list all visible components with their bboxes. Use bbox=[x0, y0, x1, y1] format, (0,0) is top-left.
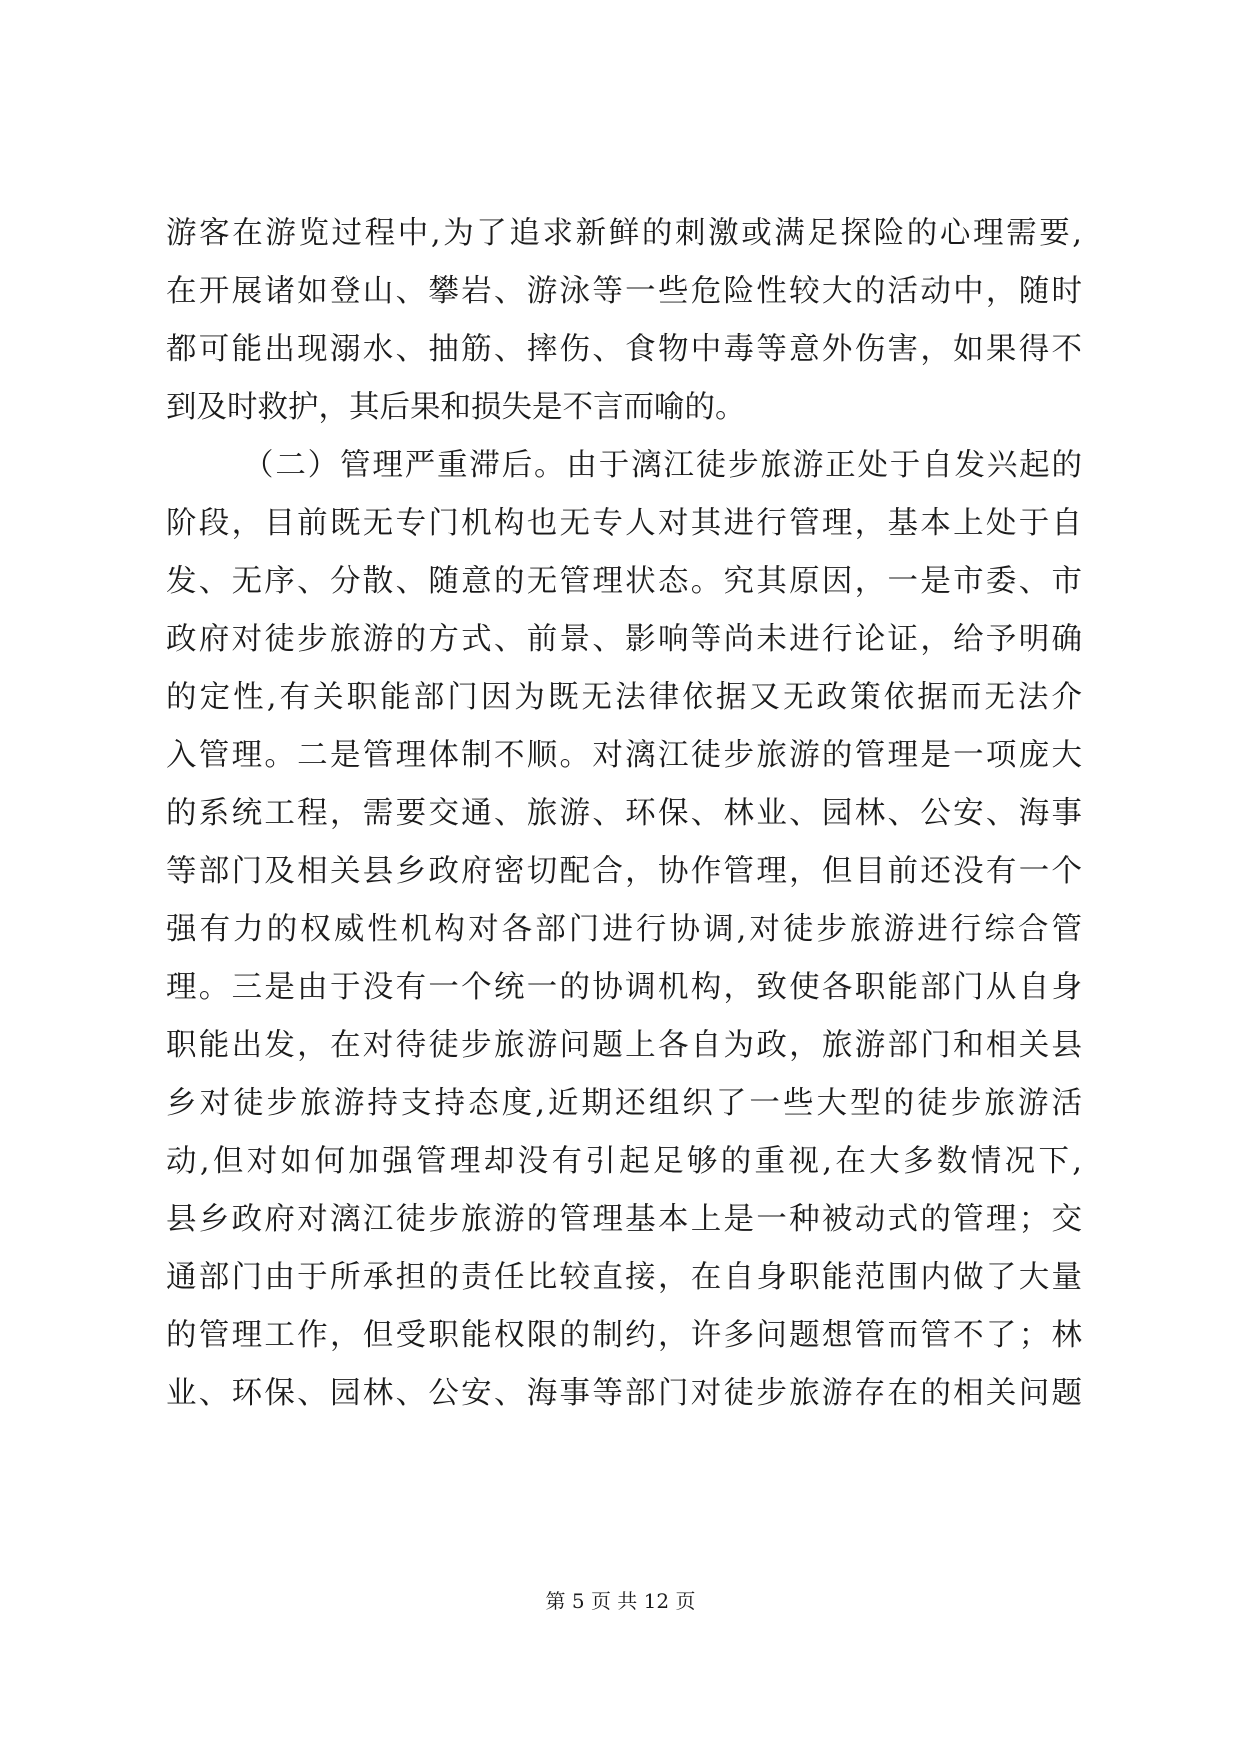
text-line: 理。三是由于没有一个统一的协调机构，致使各职能部门从自身 bbox=[166, 970, 1082, 1005]
text-line: 在开展诸如登山、攀岩、游泳等一些危险性较大的活动中，随时 bbox=[166, 274, 1082, 309]
text-line: 的系统工程，需要交通、旅游、环保、林业、园林、公安、海事 bbox=[166, 796, 1082, 831]
paragraph-start-line: （二）管理严重滞后。由于漓江徒步旅游正处于自发兴起的 bbox=[243, 448, 1082, 483]
page-number-label: 第 5 页 共 12 页 bbox=[545, 1589, 696, 1613]
text-line: 的定性,有关职能部门因为既无法律依据又无政策依据而无法介 bbox=[166, 680, 1082, 715]
text-line: 都可能出现溺水、抽筋、摔伤、食物中毒等意外伤害，如果得不 bbox=[166, 332, 1082, 367]
text-line: 的管理工作，但受职能权限的制约，许多问题想管而管不了；林 bbox=[166, 1318, 1082, 1353]
text-line: 到及时救护，其后果和损失是不言而喻的。 bbox=[166, 390, 746, 425]
body-text bbox=[166, 205, 1082, 1423]
text-line: 强有力的权威性机构对各部门进行协调,对徒步旅游进行综合管 bbox=[166, 912, 1082, 947]
text-line: 入管理。二是管理体制不顺。对漓江徒步旅游的管理是一项庞大 bbox=[166, 738, 1082, 773]
text-line: 动,但对如何加强管理却没有引起足够的重视,在大多数情况下, bbox=[166, 1144, 1082, 1179]
text-line: 阶段，目前既无专门机构也无专人对其进行管理，基本上处于自 bbox=[166, 506, 1082, 541]
text-line: 职能出发，在对待徒步旅游问题上各自为政，旅游部门和相关县 bbox=[166, 1028, 1082, 1063]
text-line: 等部门及相关县乡政府密切配合，协作管理，但目前还没有一个 bbox=[166, 854, 1082, 889]
text-line: 乡对徒步旅游持支持态度,近期还组织了一些大型的徒步旅游活 bbox=[166, 1086, 1082, 1121]
text-line: 通部门由于所承担的责任比较直接，在自身职能范围内做了大量 bbox=[166, 1260, 1082, 1295]
text-line: 政府对徒步旅游的方式、前景、影响等尚未进行论证，给予明确 bbox=[166, 622, 1082, 657]
page-footer bbox=[0, 1587, 1241, 1615]
text-line: 游客在游览过程中,为了追求新鲜的刺激或满足探险的心理需要, bbox=[166, 216, 1082, 251]
text-line: 业、环保、园林、公安、海事等部门对徒步旅游存在的相关问题 bbox=[166, 1376, 1082, 1411]
text-line: 县乡政府对漓江徒步旅游的管理基本上是一种被动式的管理；交 bbox=[166, 1202, 1082, 1237]
text-line: 发、无序、分散、随意的无管理状态。究其原因，一是市委、市 bbox=[166, 564, 1082, 599]
